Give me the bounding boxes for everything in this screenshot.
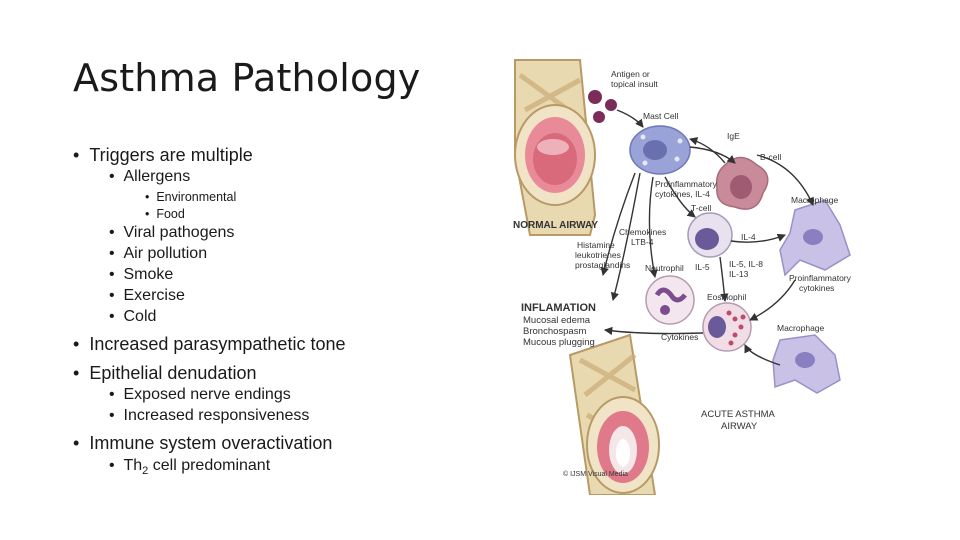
- label-inflammation: INFLAMATION: [521, 302, 596, 314]
- bullet-dot: •: [73, 145, 80, 165]
- bullet-responsiveness: [109, 408, 309, 424]
- bullet-smoke: [109, 267, 173, 283]
- label-antigen-1: Antigen or: [611, 69, 650, 79]
- bullet-parasympathetic: [73, 335, 345, 353]
- label-cytokines: Cytokines: [661, 332, 699, 342]
- label-histamine-1: Histamine: [577, 240, 615, 250]
- bullet-immune: [73, 434, 332, 452]
- bullet-text: Increased parasympathetic tone: [89, 334, 346, 354]
- normal-airway-illustration: [515, 60, 595, 235]
- label-eosinophil: Eosinophil: [707, 292, 747, 302]
- label-histamine-2: leukotrienes: [575, 250, 621, 260]
- label-inflammation-item-1: Mucosal edema: [523, 315, 591, 326]
- bullet-triggers: [73, 146, 253, 164]
- label-inflammation-item-3: Mucous plugging: [523, 337, 595, 348]
- label-il5: IL-5: [695, 262, 710, 272]
- label-il4: IL-4: [741, 232, 756, 242]
- bullet-dot: •: [109, 266, 115, 283]
- label-acute-airway-2: AIRWAY: [721, 421, 758, 432]
- bullet-dot: •: [109, 308, 115, 325]
- bullet-dot: •: [109, 245, 115, 262]
- bullet-dot: •: [73, 433, 80, 453]
- bullet-viral: [109, 225, 234, 241]
- antigen-particles: [588, 90, 617, 123]
- macrophage-bottom: [773, 335, 840, 393]
- label-il5-8-13-2: IL-13: [729, 269, 749, 279]
- bullet-cold: [109, 309, 156, 325]
- bullet-text: Triggers are multiple: [89, 145, 253, 165]
- slide-title: Asthma Pathology: [73, 56, 421, 100]
- bullet-exercise: [109, 288, 185, 304]
- label-il5-8-13-1: IL-5, IL-8: [729, 259, 764, 269]
- bullet-dot: •: [109, 407, 115, 424]
- bullet-dot: •: [73, 334, 80, 354]
- t-cell: [688, 213, 732, 257]
- label-inflammation-item-2: Bronchospasm: [523, 326, 587, 337]
- bullet-text: Exercise: [123, 287, 185, 304]
- label-chemokines-1: Chemokines: [619, 227, 667, 237]
- bullet-dot: •: [109, 287, 115, 304]
- macrophage-top: [780, 200, 850, 275]
- bullet-allergens: [109, 169, 190, 185]
- bullet-epithelial: [73, 364, 256, 382]
- bullet-dot: •: [109, 386, 115, 403]
- label-proinflammatory-1: Proinflammatory: [655, 179, 717, 189]
- b-cell: [717, 158, 768, 210]
- bullet-text: Environmental: [156, 190, 237, 204]
- bullet-text: Viral pathogens: [123, 224, 235, 241]
- bullet-text: Cold: [123, 308, 157, 325]
- label-mast-cell: Mast Cell: [643, 111, 679, 121]
- mast-cell: [630, 126, 690, 174]
- bullet-dot: •: [109, 457, 115, 474]
- bullet-nerve-endings: [109, 387, 291, 403]
- label-macrophage-bottom: Macrophage: [777, 323, 825, 333]
- bullet-dot: •: [73, 363, 80, 383]
- label-acute-airway-1: ACUTE ASTHMA: [701, 409, 775, 420]
- label-b-cell: B-cell: [760, 152, 782, 162]
- label-t-cell: T-cell: [691, 203, 712, 213]
- bullet-text: Air pollution: [123, 245, 208, 262]
- bullet-dot: •: [109, 168, 115, 185]
- bullet-dot: •: [145, 207, 150, 221]
- bullet-dot: •: [109, 224, 115, 241]
- bullet-text-prefix: Th: [123, 457, 143, 474]
- label-histamine-3: prostaglandins: [575, 260, 631, 270]
- bullet-environmental: [145, 191, 236, 204]
- bullet-dot: •: [145, 190, 150, 204]
- label-proinflammatory-2: cytokines, IL-4: [655, 189, 710, 199]
- neutrophil: [646, 276, 694, 324]
- asthma-pathology-figure: [495, 55, 855, 495]
- label-chemokines-2: LTB-4: [631, 237, 654, 247]
- bullet-text: Exposed nerve endings: [123, 386, 291, 403]
- bullet-text: Smoke: [123, 266, 174, 283]
- bullet-text: Allergens: [123, 168, 191, 185]
- label-proinflammatory2-2: cytokines: [799, 283, 835, 293]
- bullet-text-suffix: cell predominant: [148, 457, 271, 474]
- label-ige: IgE: [727, 131, 740, 141]
- label-antigen-2: topical insult: [611, 79, 658, 89]
- bullet-text: Epithelial denudation: [89, 363, 257, 383]
- eosinophil: [703, 303, 751, 351]
- bullet-th2: [109, 458, 270, 477]
- label-macrophage-top: Macrophage: [791, 195, 839, 205]
- label-proinflammatory2-1: Proinflammatory: [789, 273, 851, 283]
- label-normal-airway: NORMAL AIRWAY: [513, 220, 599, 231]
- bullet-air-pollution: [109, 246, 207, 262]
- bullet-text: Increased responsiveness: [123, 407, 310, 424]
- bullet-food: [145, 208, 185, 221]
- bullet-text: Immune system overactivation: [89, 433, 333, 453]
- label-neutrophil: Neutrophil: [645, 263, 684, 273]
- bullet-text-sub: 2: [142, 465, 149, 478]
- bullet-text: Food: [156, 207, 185, 221]
- label-credit: © IJSM Visual Media: [563, 471, 628, 478]
